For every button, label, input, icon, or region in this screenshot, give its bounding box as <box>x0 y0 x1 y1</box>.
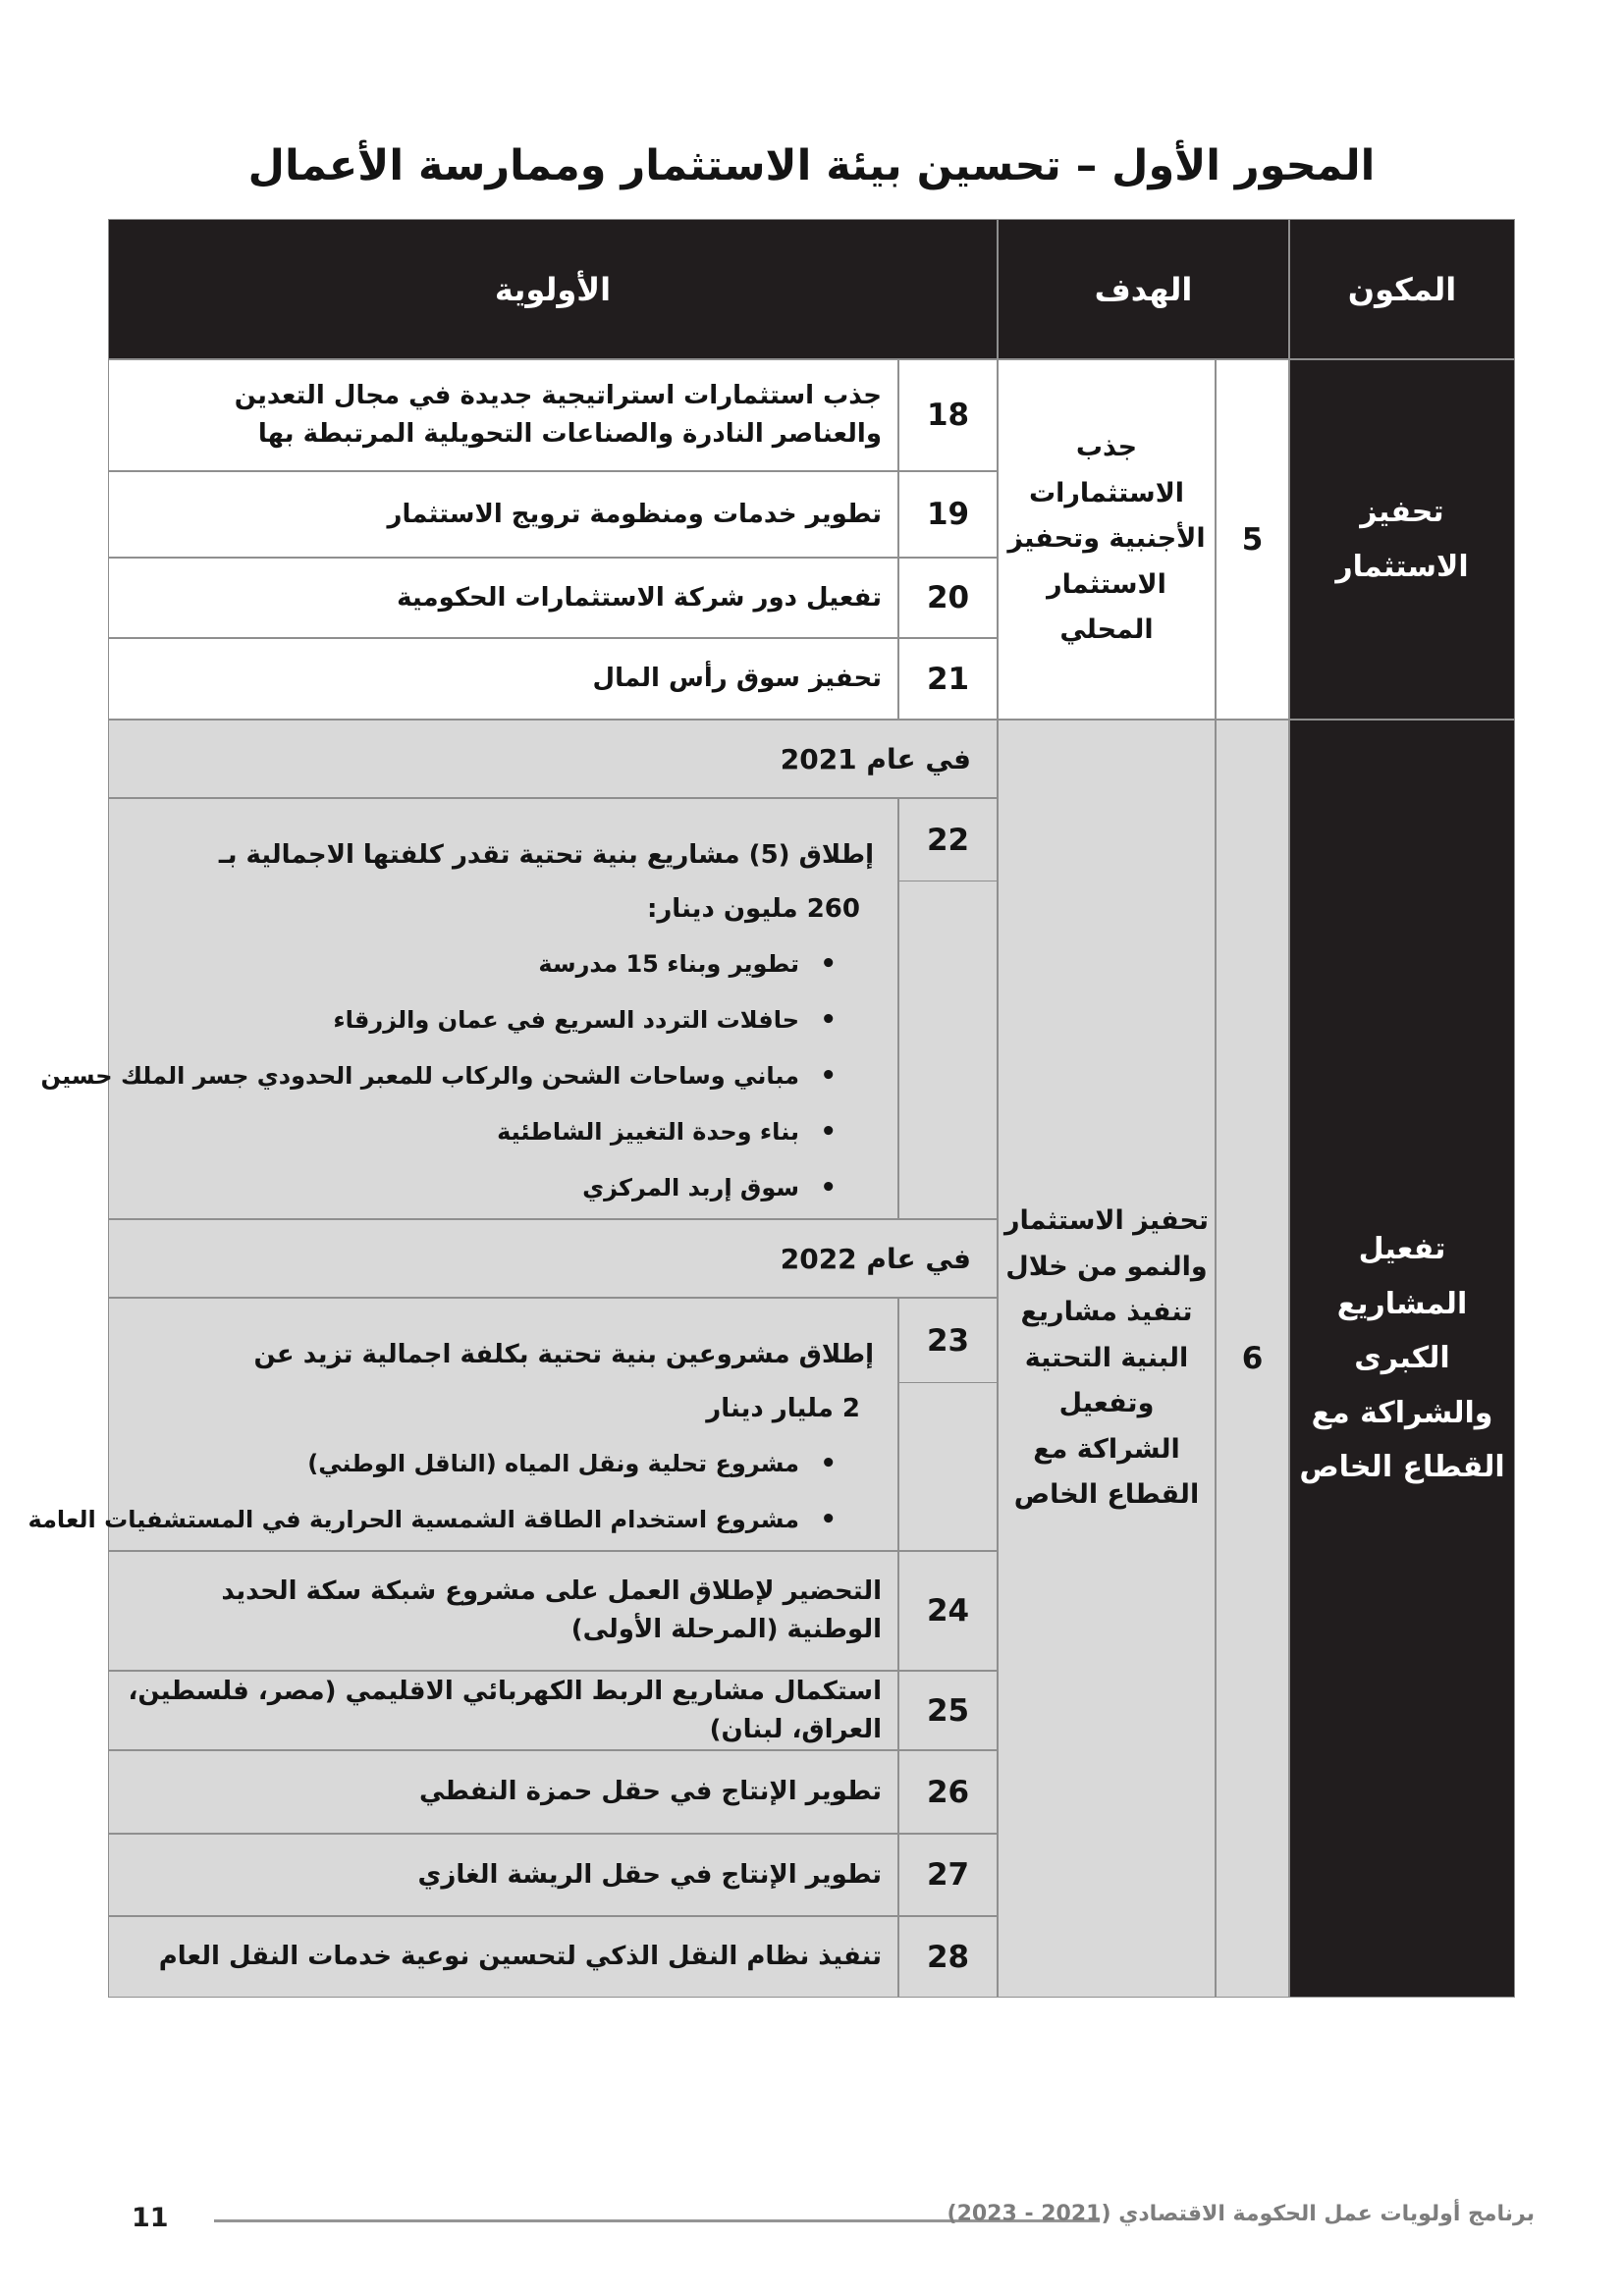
goal-cell-6 <box>998 720 1216 1998</box>
priority-block-23-number-column <box>898 1298 998 1551</box>
goal-number-cell-5 <box>1216 359 1289 720</box>
priority-23-num: 23 <box>926 1322 970 1359</box>
priority-block-22-number-column <box>898 798 998 1219</box>
block-22-bullet-list <box>40 936 897 1216</box>
footer-program-label: برنامج أولويات عمل الحكومة الاقتصادي (2021 - 2023) <box>947 2202 1535 2226</box>
block-22-bullet-4: • بناء وحدة التغييز الشاطئية <box>109 1104 897 1160</box>
priority-row-25-number <box>898 1671 998 1750</box>
goal-5-text: جذب الاستثمارات الأجنبية وتحفيز الاستثمار المحلي <box>1007 432 1206 646</box>
priority-22-num: 22 <box>926 822 970 858</box>
priority-row-28-text <box>108 1916 898 1998</box>
priority-25-label: استكمال مشاريع الربط الكهربائي الاقليمي (مصر، فلسطين، العراق، لبنان) <box>128 1676 882 1744</box>
priority-21-label: تحفيز سوق رأس المال <box>592 664 882 693</box>
column-header-goal-label: الهدف <box>1094 270 1193 308</box>
goal-number-6: 6 <box>1241 1341 1264 1376</box>
priority-block-22-text <box>40 798 898 1219</box>
block-22-bullet-2: • حافلات التردد السريع في عمان والزرقاء <box>109 992 897 1048</box>
block-22-bullet-1: • تطوير وبناء 15 مدرسة <box>109 936 897 992</box>
column-header-component <box>1289 219 1515 359</box>
footer-page-number: 11 <box>132 2203 169 2233</box>
priority-20-label: تفعيل دور شركة الاستثمارات الحكومية <box>397 582 882 613</box>
priority-28-label: تنفيذ نظام النقل الذكي لتحسين نوعية خدمات النقل العام <box>158 1942 882 1971</box>
block-22-line1: إطلاق (5) مشاريع بنية تحتية تقدر كلفتها الاجمالية بـ <box>218 840 874 870</box>
priority-25-num: 25 <box>926 1692 970 1729</box>
priority-row-18-number <box>898 359 998 471</box>
column-header-component-label: المكون <box>1347 270 1457 308</box>
column-header-priority <box>108 219 998 359</box>
priorities-table <box>27 219 1515 1998</box>
priority-row-26-text <box>108 1750 898 1834</box>
priority-row-27-number <box>898 1834 998 1916</box>
column-header-priority-label: الأولوية <box>494 270 612 308</box>
priority-18-num: 18 <box>926 398 970 433</box>
component-cell-5 <box>1289 359 1515 720</box>
block-23-line2: 2 مليار دينار <box>706 1394 860 1423</box>
priority-row-19-number <box>898 471 998 558</box>
priority-block-23-number <box>899 1299 997 1383</box>
priority-row-24-text <box>108 1551 898 1671</box>
priority-row-20-number <box>898 558 998 638</box>
block-22-bullet-3: • مباني وساحات الشحن والركاب للمعبر الحدودي جسر الملك حسين <box>109 1048 897 1104</box>
block-23-line1: إطلاق مشروعين بنية تحتية بكلفة اجمالية تزيد عن <box>253 1340 874 1369</box>
priority-row-20-text <box>108 558 898 638</box>
priority-28-num: 28 <box>926 1939 970 1975</box>
priority-row-21-number <box>898 638 998 720</box>
priority-row-26-number <box>898 1750 998 1834</box>
priority-row-27-text <box>108 1834 898 1916</box>
component-6-label: تفعيل المشاريع الكبرى والشراكة مع القطاع الخاص <box>1299 1232 1505 1485</box>
year-2022-row <box>108 1219 998 1298</box>
priority-row-25-text <box>108 1671 898 1750</box>
year-2022-label: في عام 2022 <box>780 1242 971 1275</box>
component-cell-6 <box>1289 720 1515 1998</box>
priority-21-num: 21 <box>926 661 970 697</box>
priority-27-num: 27 <box>926 1857 970 1893</box>
priority-18-label: جذب استثمارات استراتيجية جديدة في مجال التعدين والعناصر النادرة والصناعات التحويلية المرتبطة بها <box>234 381 882 449</box>
year-2021-row <box>108 720 998 798</box>
priority-24-label: التحضير لإطلاق العمل على مشروع شبكة سكة الحديد الوطنية (المرحلة الأولى) <box>221 1576 882 1644</box>
priority-row-24-number <box>898 1551 998 1671</box>
block-23-bullet-2: • مشروع استخدام الطاقة الشمسية الحرارية في المستشفيات العامة <box>109 1492 897 1548</box>
priority-row-18-text <box>108 359 898 471</box>
priority-24-num: 24 <box>926 1593 970 1629</box>
goal-number-5: 5 <box>1241 521 1264 558</box>
priority-19-num: 19 <box>926 497 970 532</box>
component-5-label: تحفيز الاستثمار <box>1335 495 1469 584</box>
priority-row-28-number <box>898 1916 998 1998</box>
priority-19-label: تطوير خدمات ومنظومة ترويج الاستثمار <box>387 499 882 529</box>
priority-block-22-number <box>899 799 997 881</box>
priority-20-num: 20 <box>926 580 970 615</box>
block-22-bullet-5: • سوق إربد المركزي <box>109 1160 897 1216</box>
column-header-goal <box>998 219 1289 359</box>
goal-6-text: تحفيز الاستثمار والنمو من خلال تنفيذ مشاريع البنية التحتية وتفعيل الشراكة مع القطاع الخاص <box>1004 1205 1209 1511</box>
priority-block-23-text <box>27 1298 898 1551</box>
priority-26-label: تطوير الإنتاج في حقل حمزة النفطي <box>418 1777 882 1806</box>
goal-number-cell-6 <box>1216 720 1289 1998</box>
priority-27-label: تطوير الإنتاج في حقل الريشة الغازي <box>417 1859 882 1890</box>
year-2021-label: في عام 2021 <box>780 742 971 775</box>
page-title: المحور الأول – تحسين بيئة الاستثمار وممارسة الأعمال <box>247 141 1376 190</box>
priority-26-num: 26 <box>926 1774 970 1810</box>
priority-row-21-text <box>108 638 898 720</box>
block-23-bullet-1: • مشروع تحلية ونقل المياه (الناقل الوطني) <box>109 1436 897 1492</box>
block-22-line2: 260 مليون دينار: <box>646 894 860 924</box>
priority-row-19-text <box>108 471 898 558</box>
block-23-bullet-list <box>27 1436 897 1548</box>
goal-cell-5 <box>998 359 1216 720</box>
